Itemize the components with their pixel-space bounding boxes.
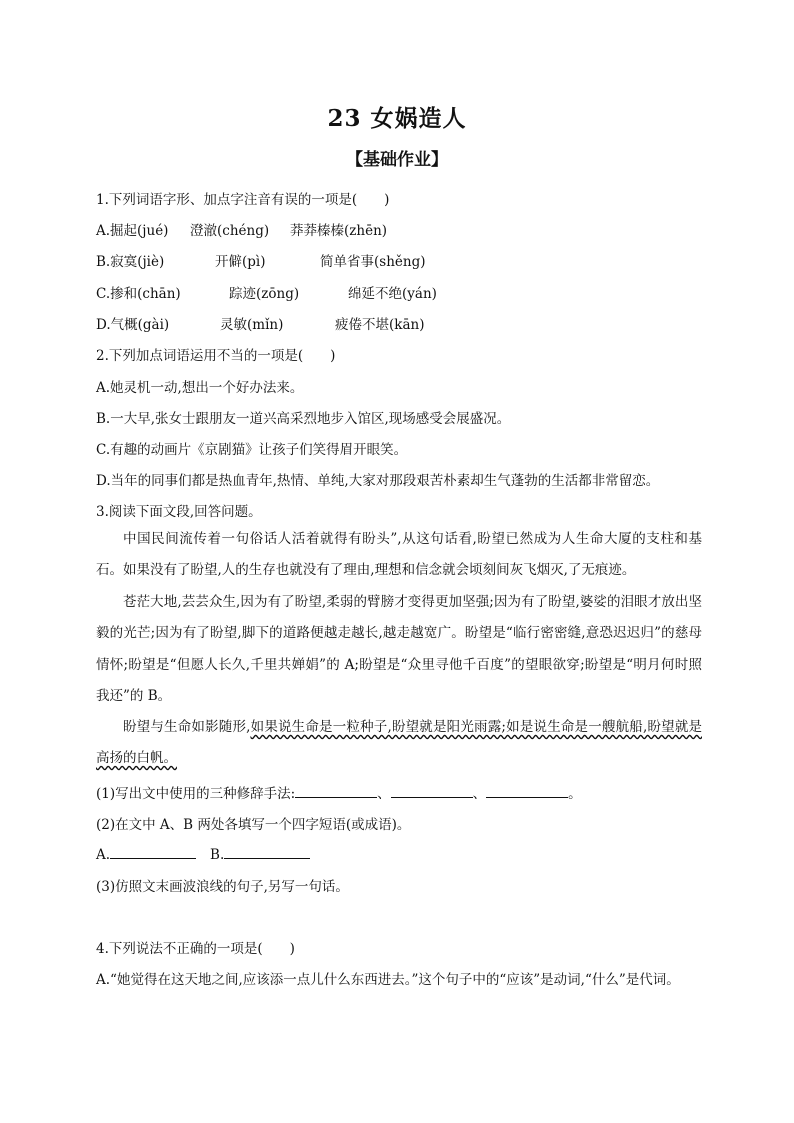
option-item: D.气概(gài): [96, 317, 170, 333]
question-3-sub-2-blanks: [96, 844, 310, 863]
question-4-stem: 4.下列说法不正确的一项是( ): [96, 941, 295, 957]
question-4-option-a: A.“她觉得在这天地之间,应该添一点儿什么东西进去。”这个句子中的“应该”是动词,“什么”是代词。: [96, 972, 680, 988]
answer-blank[interactable]: [486, 783, 568, 798]
question-3-sub-1: [96, 782, 582, 802]
sentence-end: 。: [568, 786, 582, 802]
answer-blank[interactable]: [295, 783, 377, 798]
passage-text: 盼望与生命如影随形,: [123, 719, 251, 735]
section-heading: 【基础作业】: [346, 150, 448, 170]
option-item: 踪迹(zōng): [229, 286, 300, 302]
page-title: 23 女娲造人: [327, 105, 467, 132]
option-item: 开僻(pì): [215, 254, 266, 270]
question-1-stem: 1.下列词语字形、加点字注音有误的一项是( ): [96, 192, 390, 208]
question-2-option-d: D.当年的同事们都是热血青年,热情、单纯,大家对那段艰苦朴素却生气蓬勃的生活都非常留恋。: [96, 473, 660, 489]
option-item: A.掘起(jué): [96, 223, 169, 239]
option-item: 莽莽榛榛(zhēn): [290, 223, 388, 239]
wavy-underlined-sentence: 如果说生命是一粒种子,盼望就是阳光雨露;如是说生命是一艘航船,盼望就是高扬的白帆。: [96, 719, 702, 767]
blank-label-a: A.: [96, 847, 111, 863]
option-item: C.掺和(chān): [96, 286, 181, 302]
answer-blank-b[interactable]: [224, 844, 310, 859]
question-3-sub-3: (3)仿照文末画波浪线的句子,另写一句话。: [96, 879, 349, 895]
passage-paragraph-1: 中国民间流传着一句俗话人活着就得有盼头”,从这句话看,盼望已然成为人生命大厦的支柱和基石。如果没有了盼望,人的生存也就没有了理由,理想和信念就会顷刻间灰飞烟灭,了无痕迹。: [96, 531, 702, 579]
question-2-option-b: B.一大早,张女士跟朋友一道兴高采烈地步入馆区,现场感受会展盛况。: [96, 411, 511, 427]
option-item: 简单省事(shěng): [320, 254, 426, 270]
passage-paragraph-2: 苍茫大地,芸芸众生,因为有了盼望,柔弱的臂膀才变得更加坚强;因为有了盼望,婆娑的泪眼才放出坚毅的光芒;因为有了盼望,脚下的道路便越走越长,越走越宽广。盼望是“临行密密缝,意恐迟迟归”的慈母情怀;盼望是“但愿人长久,千里共婵娟”的 A;盼望是“众里寻他千百度”的望眼欲穿;盼望是“明月何时照我还”的 B。: [96, 594, 702, 704]
question-1-option-b: [96, 250, 696, 268]
blank-label-b: B.: [210, 847, 225, 863]
answer-blank[interactable]: [391, 783, 473, 798]
option-item: 灵敏(mǐn): [220, 317, 284, 333]
question-2-option-a: A.她灵机一动,想出一个好办法来。: [96, 380, 304, 396]
separator: 、: [472, 786, 487, 802]
question-2-stem: 2.下列加点词语运用不当的一项是( ): [96, 348, 336, 364]
question-1-option-a: [96, 219, 696, 237]
option-item: 绵延不绝(yán): [348, 286, 437, 302]
answer-blank-a[interactable]: [110, 844, 196, 859]
question-1-option-c: [96, 282, 696, 300]
question-3-stem: 3.阅读下面文段,回答问题。: [96, 504, 262, 520]
question-3-sub-2: (2)在文中 A、B 两处各填写一个四字短语(或成语)。: [96, 817, 411, 833]
question-2-option-c: C.有趣的动画片《京剧猫》让孩子们笑得眉开眼笑。: [96, 442, 408, 458]
sub-question-text: (1)写出文中使用的三种修辞手法:: [96, 786, 296, 802]
option-item: B.寂寞(jiè): [96, 254, 165, 270]
option-item: 疲倦不堪(kān): [335, 317, 425, 333]
question-1-option-d: [96, 313, 696, 331]
separator: 、: [377, 786, 391, 802]
option-item: 澄澈(chéng): [190, 223, 270, 239]
passage-paragraph-3: [96, 712, 702, 775]
